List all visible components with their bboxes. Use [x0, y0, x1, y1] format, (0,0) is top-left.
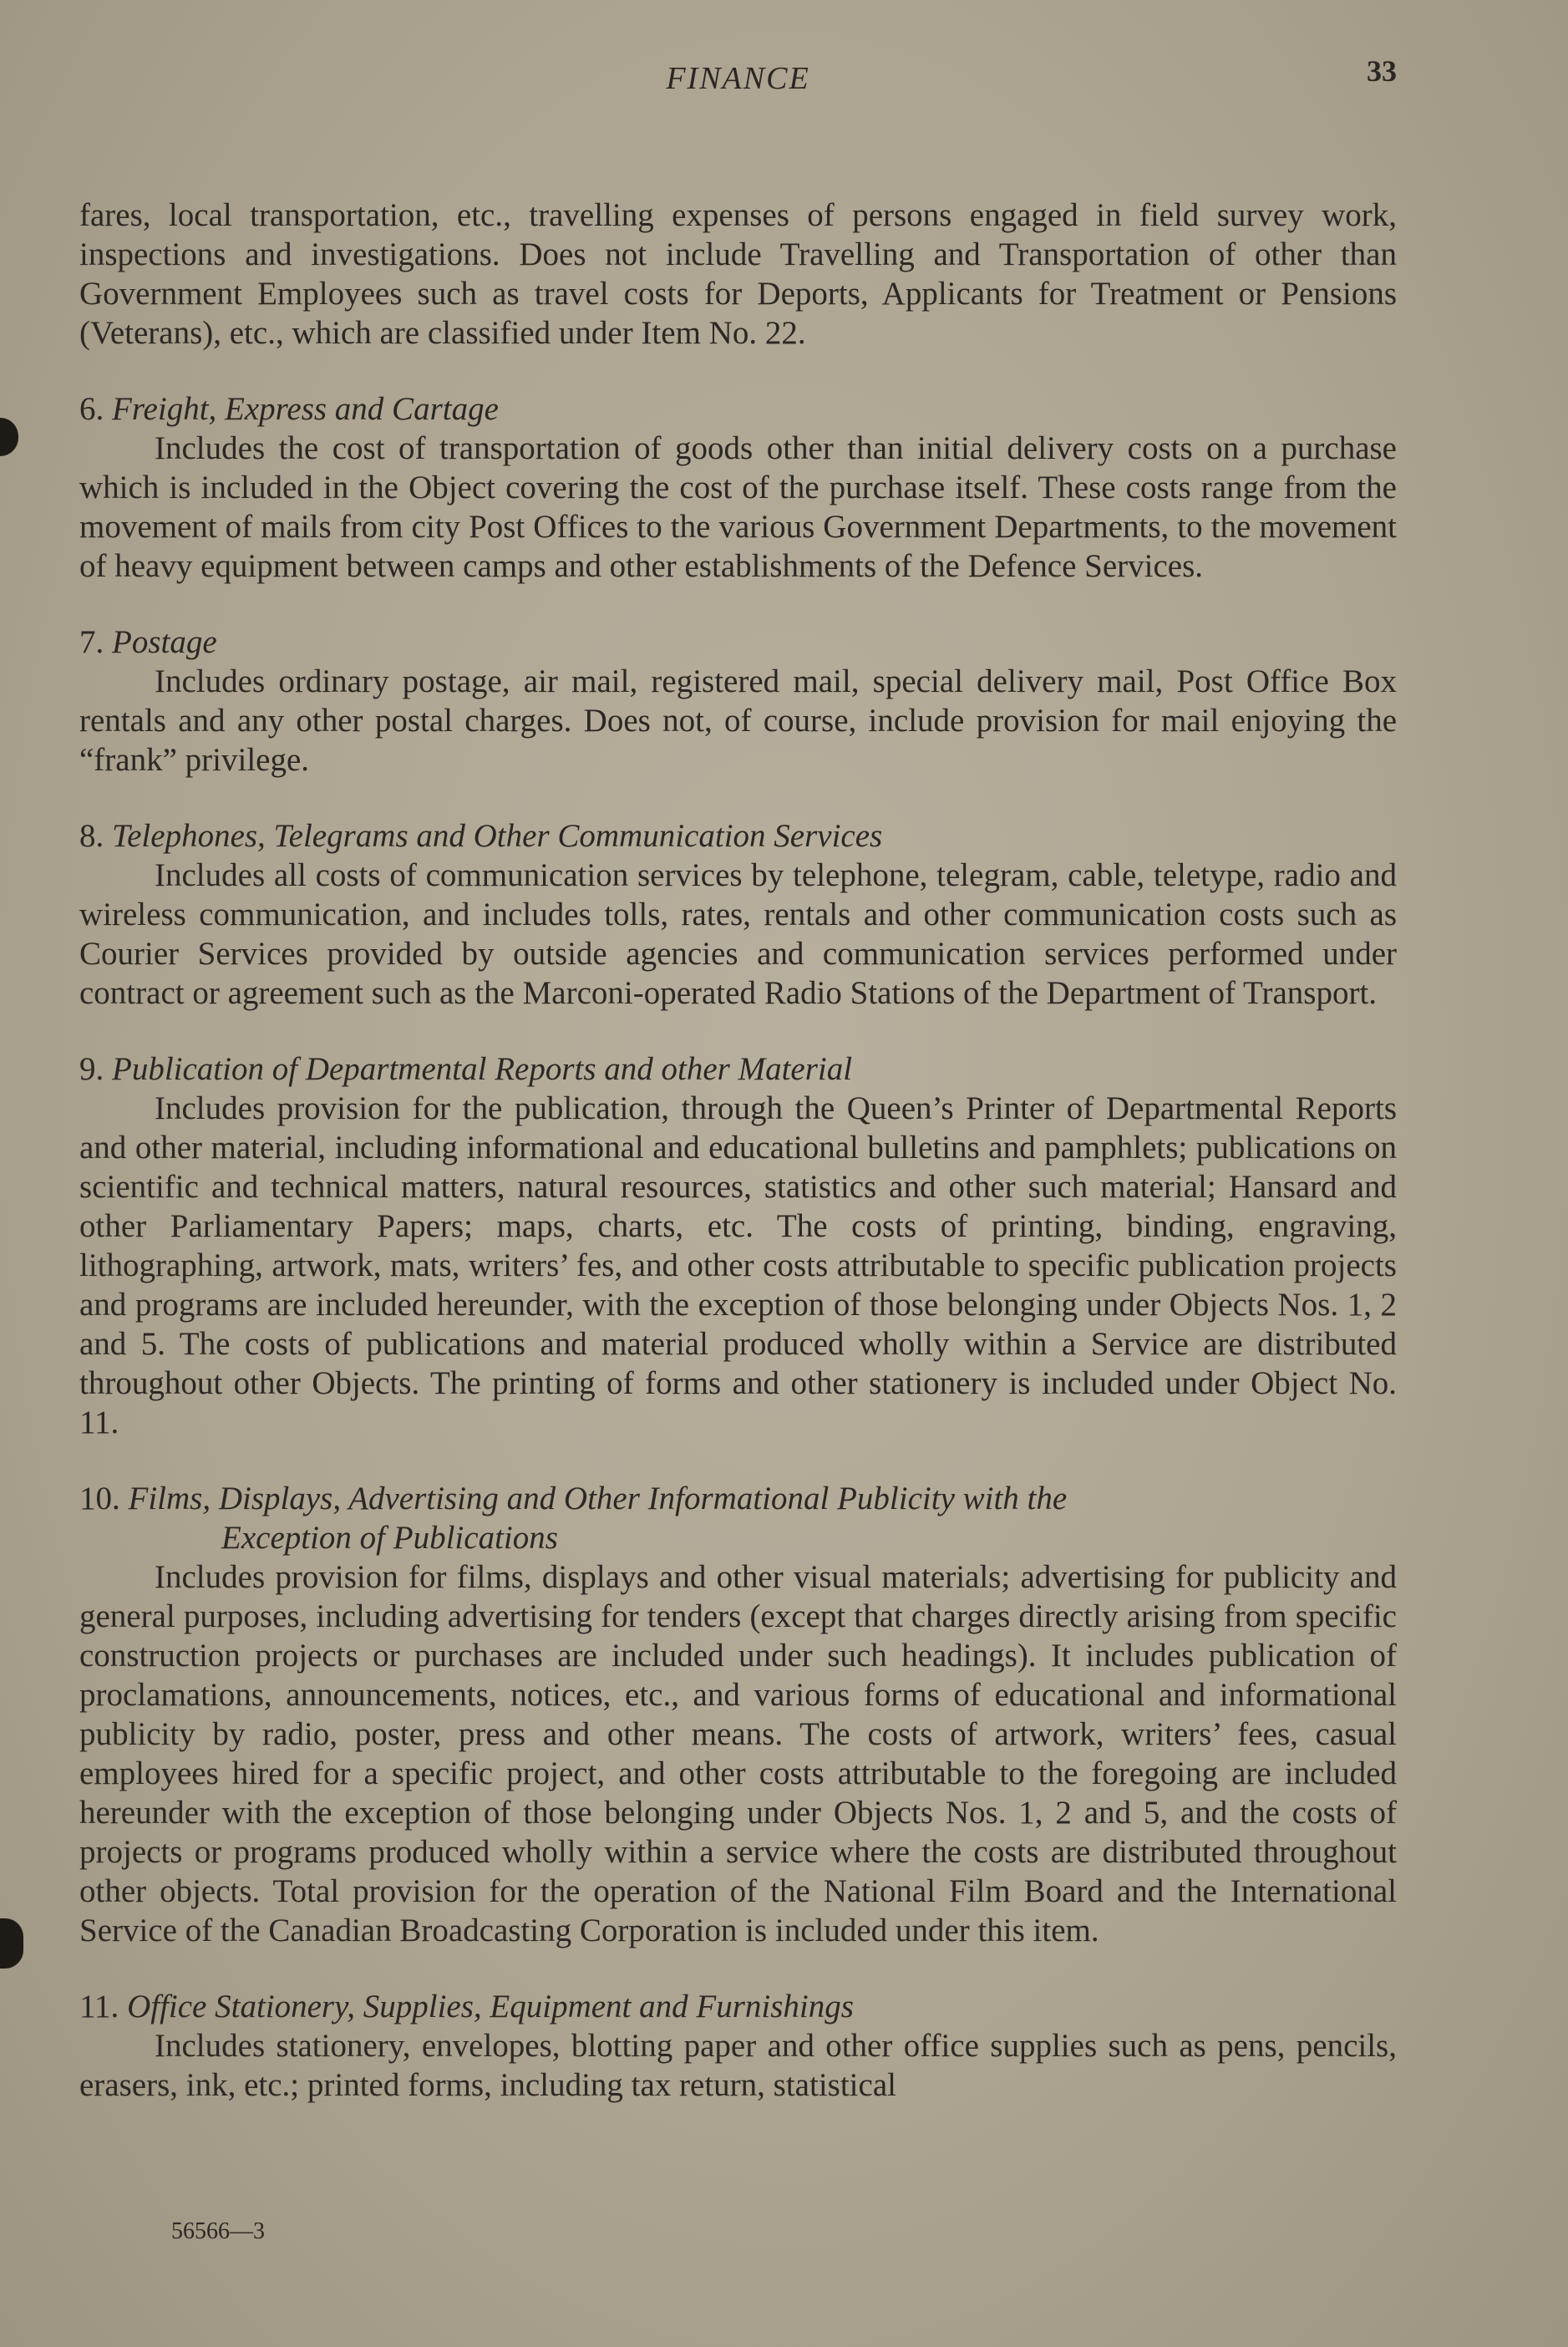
body-text [79, 196, 1397, 2105]
section-title: Freight, Express and Cartage [112, 391, 499, 427]
section-number: 6. [79, 391, 104, 427]
section-body: Includes provision for films, displays and other visual materials; advertising for publicity and general purposes, including advertising for tenders (except that charges directly arising from specific construction projects or purchases are included under such headings). It includes publication of proclamations, announcements, notices, etc., and various forms of educational and informational publicity by radio, poster, press and other means. The costs of artwork, writers’ fees, casual employees hired for a specific project, and other costs attributable to the foregoing are included hereunder with the exception of those belonging under Objects Nos. 1, 2 and 5, and the costs of projects or programs produced wholly within a service where the costs are distributed throughout other objects. Total provision for the operation of the National Film Board and the International Service of the Canadian Broadcasting Corporation is included under this item. [79, 1559, 1397, 1948]
running-title: FINANCE [666, 61, 810, 96]
section-freight [79, 389, 1397, 586]
section-number: 7. [79, 624, 104, 660]
section-publication [79, 1049, 1397, 1442]
section-number: 10. [79, 1481, 120, 1516]
page-number: 33 [1367, 54, 1397, 88]
section-body: Includes the cost of transportation of goods other than initial delivery costs on a purchase which is included in the Object covering the cost of the purchase itself. These costs range from the movement of mails from city Post Offices to the various Government Departments, to the movement of heavy equipment between camps and other establishments of the Defence Services. [79, 430, 1397, 584]
section-number: 11. [79, 1989, 119, 2024]
printer-mark: 56566—3 [171, 2218, 265, 2244]
section-office-stationery [79, 1987, 1397, 2105]
section-heading [79, 816, 1397, 856]
intro-paragraph: fares, local transportation, etc., travelling expenses of persons engaged in field survey work, inspections and investigations. Does not include Travelling and Transportation of other than Government Employees such as travel costs for Deports, Applicants for Treatment or Pensions (Veterans), etc., which are classified under Item No. 22. [79, 197, 1397, 351]
section-number: 9. [79, 1051, 104, 1087]
section-heading [79, 1987, 1397, 2026]
section-title: Office Stationery, Supplies, Equipment and Furnishings [127, 1989, 854, 2024]
section-films-advertising [79, 1479, 1397, 1950]
section-title: Publication of Departmental Reports and other Material [112, 1051, 853, 1087]
section-body: Includes all costs of communication services by telephone, telegram, cable, teletype, radio and wireless communication, and includes tolls, rates, rentals and other communication costs such as Courier Services provided by outside agencies and communication services performed under contract or agreement such as the Marconi-operated Radio Stations of the Department of Transport. [79, 857, 1397, 1011]
section-heading [79, 622, 1397, 662]
section-communication [79, 816, 1397, 1013]
section-title: Telephones, Telegrams and Other Communication Services [112, 818, 883, 854]
section-body: Includes provision for the publication, through the Queen’s Printer of Departmental Reports and other material, including informational and educational bulletins and pamphlets; publications on scientific and technical matters, natural resources, statistics and other such material; Hansard and other Parliamentary Papers; maps, charts, etc. The costs of printing, binding, engraving, lithographing, artwork, mats, writers’ fes, and other costs attributable to specific publication projects and programs are included hereunder, with the exception of those belonging under Objects Nos. 1, 2 and 5. The costs of publications and material produced wholly within a Service are distributed throughout other Objects. The printing of forms and other stationery is included under Object No. 11. [79, 1090, 1397, 1440]
section-title: Postage [112, 624, 217, 660]
section-number: 8. [79, 818, 104, 854]
binding-hole [0, 1918, 23, 1969]
section-heading [79, 1479, 1397, 1557]
section-heading [79, 389, 1397, 429]
section-title: Films, Displays, Advertising and Other Informational Publicity with the [128, 1481, 1068, 1516]
section-postage [79, 622, 1397, 780]
section-title-continuation: Exception of Publications [221, 1520, 558, 1556]
binding-hole [0, 418, 18, 456]
section-heading [79, 1049, 1397, 1089]
page-header [79, 47, 1397, 114]
section-body: Includes ordinary postage, air mail, registered mail, special delivery mail, Post Office Box rentals and any other postal charges. Does not, of course, include provision for mail enjoying the “frank” privilege. [79, 663, 1397, 778]
section-body: Includes stationery, envelopes, blotting paper and other office supplies such as pens, pencils, erasers, ink, etc.; printed forms, including tax return, statistical [79, 2028, 1397, 2103]
